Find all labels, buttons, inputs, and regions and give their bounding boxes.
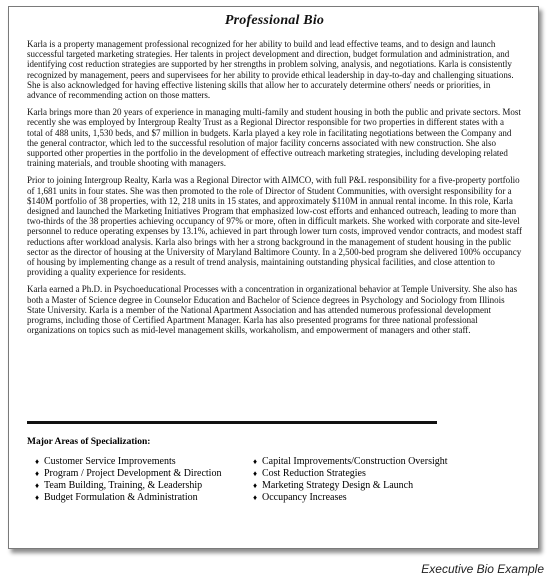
specialization-label: Team Building, Training, & Leadership bbox=[44, 480, 203, 491]
specialization-heading: Major Areas of Specialization: bbox=[27, 437, 151, 447]
specialization-label: Customer Service Improvements bbox=[44, 456, 176, 467]
document-page bbox=[27, 13, 522, 342]
specialization-label: Marketing Strategy Design & Launch bbox=[262, 480, 414, 491]
specialization-item bbox=[253, 480, 493, 491]
diamond-bullet-icon: ♦ bbox=[35, 469, 40, 478]
diamond-bullet-icon: ♦ bbox=[35, 493, 40, 502]
specialization-label: Capital Improvements/Construction Oversight bbox=[262, 456, 448, 467]
bio-paragraph-1: Karla is a property management professional recognized for her ability to build and lead effective teams, and to design and launch successful targeted marketing strategies. Her talents in project development and direction, budget formulation and administration, and identifying cost reduction strategies are supported by her strengths in problem solving, analysis, and negotiations. Karla is consistently recognized by management, peers and supervisees for her ability to provide ethical leadership in day-to-day and challenging situations. She is also acknowledged for having effective listening skills that allow her to accurately determine others' needs or priorities, in advance of recommending action on those matters. bbox=[27, 39, 514, 101]
bio-paragraph-3: Prior to joining Intergroup Realty, Karla was a Regional Director with AIMCO, with full P&L responsibility for a five-property portfolio of 1,681 units in four states. She was then promoted to the role of Director of Student Communities, with oversight responsibility for a $140M portfolio of 38 properties, with 12, 218 units in 15 states, and approximately $110M in annual rental income. In this role, Karla designed and launched the Marketing Initiatives Program that emphasized low-cost efforts and enhanced outreach, leading to more than two-thirds of the 38 properties achieving occupancy of 97% or more, often in difficult markets. She worked with corporate and site-level personnel to reduce operating expenses by 13.1%, achieved in part through lower turn costs, improved vendor contracts, and modest staff reductions after workload analysis. Karla also brings with her a strong background in the management of student housing in the public sector as the director of housing at the University of Maryland Baltimore County. In a 2,500-bed program she delivered 100% occupancy of housing by implementing change as a result of trend analysis, maintaining outstanding physical facilities, and close attention to providing a quality experience for residents. bbox=[27, 175, 522, 278]
specialization-label: Cost Reduction Strategies bbox=[262, 468, 366, 479]
figure-caption: Executive Bio Example bbox=[421, 562, 544, 576]
specialization-item bbox=[35, 468, 253, 479]
diamond-bullet-icon: ♦ bbox=[253, 469, 258, 478]
specialization-list bbox=[35, 456, 515, 503]
diamond-bullet-icon: ♦ bbox=[253, 493, 258, 502]
specialization-item bbox=[253, 456, 493, 467]
specialization-label: Occupancy Increases bbox=[262, 492, 347, 503]
specialization-item bbox=[35, 492, 253, 503]
document-frame bbox=[8, 6, 539, 549]
specialization-item bbox=[253, 492, 493, 503]
specialization-label: Budget Formulation & Administration bbox=[44, 492, 198, 503]
diamond-bullet-icon: ♦ bbox=[35, 457, 40, 466]
bio-paragraph-4: Karla earned a Ph.D. in Psychoeducational Processes with a concentration in organizational behavior at Temple University. She also has both a Master of Science degree in Counselor Education and Bachelor of Science degrees in Psychology and Sociology from Illinois State University. Karla is a member of the National Apartment Association and has attended numerous professional development programs, including those of Certified Apartment Manager. Karla has also presented programs for three national professional organizations on topics such as mid-level management skills, workaholism, and empowerment of managers and other staff. bbox=[27, 284, 518, 336]
bio-paragraph-2: Karla brings more than 20 years of experience in managing multi-family and student housing in both the public and private sectors. Most recently she was employed by Intergroup Realty Trust as a Regional Director responsible for two properties in different states with a total of 488 units, 1,530 beds, and $7 million in budgets. Karla played a key role in facilitating negotiations between the Company and the general contractor, which led to the successful resolution of major facility concerns associated with new construction. She also supported other properties in the portfolio in the development of effective outreach marketing strategies, including developing related training materials, and trouble shooting with managers. bbox=[27, 107, 521, 169]
page-title: Professional Bio bbox=[224, 13, 325, 28]
diamond-bullet-icon: ♦ bbox=[253, 481, 258, 490]
diamond-bullet-icon: ♦ bbox=[253, 457, 258, 466]
specialization-label: Program / Project Development & Direction bbox=[44, 468, 222, 479]
specialization-item bbox=[253, 468, 493, 479]
specialization-item bbox=[35, 480, 253, 491]
section-divider bbox=[27, 421, 437, 424]
diamond-bullet-icon: ♦ bbox=[35, 481, 40, 490]
specialization-item bbox=[35, 456, 253, 467]
